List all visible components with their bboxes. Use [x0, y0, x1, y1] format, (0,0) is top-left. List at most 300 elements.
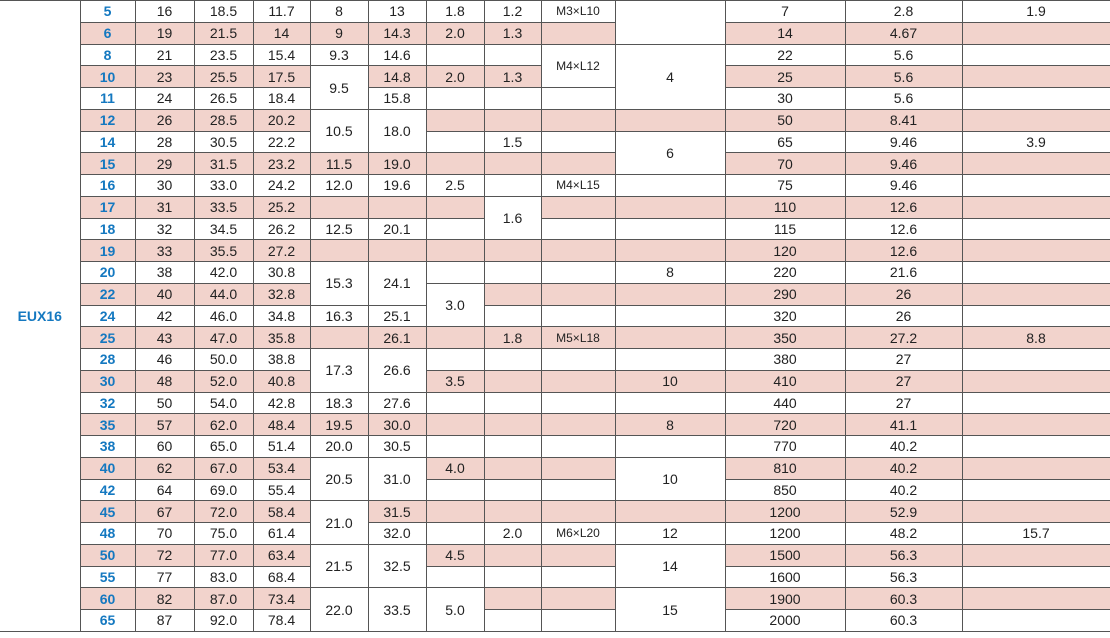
- table-cell: 34.8: [253, 305, 310, 327]
- table-cell: 22.2: [253, 131, 310, 153]
- table-cell: 3.9: [962, 131, 1110, 153]
- table-cell: [426, 218, 484, 240]
- table-cell: 9.46: [845, 175, 962, 197]
- table-cell: [615, 218, 725, 240]
- size-cell: 40: [80, 457, 135, 479]
- table-cell: 18.5: [194, 1, 253, 23]
- table-cell: 14.3: [368, 22, 426, 44]
- table-cell: 23.2: [253, 153, 310, 175]
- table-cell: [426, 327, 484, 349]
- table-row: [0, 196, 1110, 218]
- table-cell: [484, 392, 541, 414]
- table-cell: 9.3: [310, 44, 368, 66]
- table-cell: 850: [725, 479, 845, 501]
- table-cell: [310, 240, 368, 262]
- table-row: [0, 175, 1110, 197]
- table-cell: 5.6: [845, 66, 962, 88]
- table-cell: 27.2: [253, 240, 310, 262]
- table-cell: 67.0: [194, 457, 253, 479]
- size-cell: 16: [80, 175, 135, 197]
- table-cell: 115: [725, 218, 845, 240]
- table-cell: 77: [135, 566, 194, 588]
- table-cell: [541, 501, 615, 523]
- table-cell: 19: [135, 22, 194, 44]
- table-cell: [962, 588, 1110, 610]
- table-cell: 32.8: [253, 283, 310, 305]
- table-cell: 14: [253, 22, 310, 44]
- table-cell: [484, 305, 541, 327]
- size-cell: 25: [80, 327, 135, 349]
- table-cell: [484, 501, 541, 523]
- table-cell: 5.6: [845, 88, 962, 110]
- table-cell: [962, 88, 1110, 110]
- table-cell: 2.8: [845, 1, 962, 23]
- table-cell: [484, 88, 541, 110]
- table-cell: 25: [725, 66, 845, 88]
- table-cell: 75: [725, 175, 845, 197]
- table-cell: 22.0: [310, 588, 368, 632]
- table-cell: 2000: [725, 610, 845, 632]
- table-cell: [484, 153, 541, 175]
- table-cell: [615, 327, 725, 349]
- table-cell: M3×L10: [541, 1, 615, 23]
- table-cell: 10: [615, 457, 725, 501]
- table-cell: 2.5: [426, 175, 484, 197]
- table-cell: 61.4: [253, 523, 310, 545]
- table-cell: 19.0: [368, 153, 426, 175]
- table-cell: 38.8: [253, 349, 310, 371]
- table-cell: 9.46: [845, 153, 962, 175]
- table-cell: [541, 109, 615, 131]
- table-cell: 87: [135, 610, 194, 632]
- table-cell: 16.3: [310, 305, 368, 327]
- table-row: [0, 131, 1110, 153]
- table-cell: 42.8: [253, 392, 310, 414]
- table-row: [0, 305, 1110, 327]
- table-cell: [426, 44, 484, 66]
- table-cell: 52.9: [845, 501, 962, 523]
- table-cell: 47.0: [194, 327, 253, 349]
- table-cell: 18.4: [253, 88, 310, 110]
- table-cell: 67: [135, 501, 194, 523]
- table-cell: [368, 240, 426, 262]
- table-cell: 17.5: [253, 66, 310, 88]
- table-cell: 70: [725, 153, 845, 175]
- size-cell: 22: [80, 283, 135, 305]
- table-cell: 350: [725, 327, 845, 349]
- table-cell: 46: [135, 349, 194, 371]
- table-row: [0, 1, 1110, 23]
- size-cell: 28: [80, 349, 135, 371]
- table-cell: 77.0: [194, 544, 253, 566]
- table-cell: 26: [135, 109, 194, 131]
- table-cell: 8.41: [845, 109, 962, 131]
- table-cell: [426, 109, 484, 131]
- table-cell: 30.5: [368, 436, 426, 458]
- table-cell: 12.6: [845, 218, 962, 240]
- table-cell: [310, 196, 368, 218]
- size-cell: 17: [80, 196, 135, 218]
- table-cell: 65: [725, 131, 845, 153]
- table-cell: 72.0: [194, 501, 253, 523]
- table-row: [0, 349, 1110, 371]
- table-cell: [484, 262, 541, 284]
- table-row: [0, 283, 1110, 305]
- table-cell: 33.5: [368, 588, 426, 632]
- table-cell: [484, 414, 541, 436]
- table-cell: 1.2: [484, 1, 541, 23]
- table-row: [0, 109, 1110, 131]
- table-cell: 8: [310, 1, 368, 23]
- table-cell: 56.3: [845, 544, 962, 566]
- table-cell: 1.8: [426, 1, 484, 23]
- size-cell: 18: [80, 218, 135, 240]
- table-cell: [541, 588, 615, 610]
- table-cell: 14: [725, 22, 845, 44]
- table-cell: 3.0: [426, 283, 484, 327]
- table-cell: 29: [135, 153, 194, 175]
- size-cell: 19: [80, 240, 135, 262]
- table-cell: [962, 262, 1110, 284]
- table-cell: 25.2: [253, 196, 310, 218]
- table-cell: 42: [135, 305, 194, 327]
- table-cell: 23: [135, 66, 194, 88]
- table-cell: [962, 479, 1110, 501]
- table-cell: [484, 370, 541, 392]
- table-cell: 75.0: [194, 523, 253, 545]
- size-cell: 48: [80, 523, 135, 545]
- table-cell: 63.4: [253, 544, 310, 566]
- table-cell: [541, 414, 615, 436]
- table-cell: 50.0: [194, 349, 253, 371]
- table-cell: [426, 153, 484, 175]
- table-cell: 27.6: [368, 392, 426, 414]
- size-cell: 12: [80, 109, 135, 131]
- table-cell: 43: [135, 327, 194, 349]
- table-row: [0, 544, 1110, 566]
- table-cell: 1.5: [484, 131, 541, 153]
- table-cell: [426, 566, 484, 588]
- table-cell: 40.8: [253, 370, 310, 392]
- table-cell: [484, 240, 541, 262]
- table-cell: 51.4: [253, 436, 310, 458]
- table-row: [0, 88, 1110, 110]
- table-row: [0, 392, 1110, 414]
- table-cell: 8.8: [962, 327, 1110, 349]
- table-cell: 15.4: [253, 44, 310, 66]
- table-row: [0, 327, 1110, 349]
- size-cell: 42: [80, 479, 135, 501]
- table-cell: [484, 175, 541, 197]
- table-cell: [962, 349, 1110, 371]
- table-cell: 1.6: [484, 196, 541, 240]
- table-cell: 15.8: [368, 88, 426, 110]
- table-cell: 25.1: [368, 305, 426, 327]
- table-cell: [615, 349, 725, 371]
- table-cell: [368, 196, 426, 218]
- table-cell: [426, 414, 484, 436]
- table-cell: 26.2: [253, 218, 310, 240]
- table-cell: 21.0: [310, 501, 368, 545]
- table-cell: [962, 153, 1110, 175]
- table-cell: 3.5: [426, 370, 484, 392]
- table-cell: [541, 370, 615, 392]
- table-cell: [962, 22, 1110, 44]
- table-cell: [426, 88, 484, 110]
- table-cell: 30: [725, 88, 845, 110]
- table-cell: 8: [615, 262, 725, 284]
- table-cell: 1.9: [962, 1, 1110, 23]
- table-cell: 20.5: [310, 457, 368, 501]
- table-cell: 27: [845, 392, 962, 414]
- table-cell: 4.0: [426, 457, 484, 479]
- table-cell: 21.5: [310, 544, 368, 588]
- table-cell: [541, 610, 615, 632]
- table-cell: 24.2: [253, 175, 310, 197]
- table-cell: 30.0: [368, 414, 426, 436]
- table-cell: 82: [135, 588, 194, 610]
- table-cell: 83.0: [194, 566, 253, 588]
- table-cell: 1.8: [484, 327, 541, 349]
- size-cell: 50: [80, 544, 135, 566]
- table-cell: [426, 479, 484, 501]
- table-cell: [426, 501, 484, 523]
- table-cell: 31: [135, 196, 194, 218]
- size-cell: 60: [80, 588, 135, 610]
- table-cell: 48: [135, 370, 194, 392]
- table-cell: [962, 175, 1110, 197]
- table-cell: [541, 283, 615, 305]
- table-cell: 62.0: [194, 414, 253, 436]
- table-cell: [962, 414, 1110, 436]
- table-cell: 1.3: [484, 22, 541, 44]
- table-cell: [541, 479, 615, 501]
- size-cell: 65: [80, 610, 135, 632]
- table-cell: [615, 1, 725, 45]
- table-row: [0, 262, 1110, 284]
- size-cell: 6: [80, 22, 135, 44]
- table-cell: 2.0: [426, 22, 484, 44]
- table-cell: [484, 283, 541, 305]
- table-cell: 38: [135, 262, 194, 284]
- table-cell: 8: [615, 414, 725, 436]
- table-cell: 28: [135, 131, 194, 153]
- table-cell: 12.6: [845, 240, 962, 262]
- table-cell: 69.0: [194, 479, 253, 501]
- table-cell: [426, 240, 484, 262]
- table-cell: 720: [725, 414, 845, 436]
- table-cell: 87.0: [194, 588, 253, 610]
- table-cell: 48.4: [253, 414, 310, 436]
- table-cell: [541, 457, 615, 479]
- table-row: [0, 240, 1110, 262]
- table-cell: [484, 109, 541, 131]
- table-cell: 770: [725, 436, 845, 458]
- table-cell: [426, 436, 484, 458]
- size-cell: 5: [80, 1, 135, 23]
- table-row: [0, 370, 1110, 392]
- table-row: [0, 457, 1110, 479]
- table-cell: [541, 88, 615, 110]
- size-cell: 45: [80, 501, 135, 523]
- table-cell: 19.5: [310, 414, 368, 436]
- size-cell: 15: [80, 153, 135, 175]
- table-cell: 9.46: [845, 131, 962, 153]
- table-cell: [962, 283, 1110, 305]
- table-cell: [615, 196, 725, 218]
- table-cell: 42.0: [194, 262, 253, 284]
- table-cell: [541, 262, 615, 284]
- table-cell: 28.5: [194, 109, 253, 131]
- table-cell: 60: [135, 436, 194, 458]
- table-cell: 26.1: [368, 327, 426, 349]
- table-cell: [615, 109, 725, 131]
- table-cell: [484, 349, 541, 371]
- table-cell: 40.2: [845, 457, 962, 479]
- table-row: [0, 414, 1110, 436]
- table-cell: M4×L15: [541, 175, 615, 197]
- table-cell: [962, 66, 1110, 88]
- table-cell: 810: [725, 457, 845, 479]
- table-cell: [541, 436, 615, 458]
- table-row: [0, 588, 1110, 610]
- table-cell: [541, 305, 615, 327]
- table-cell: 32.0: [368, 523, 426, 545]
- table-cell: [541, 153, 615, 175]
- size-cell: 8: [80, 44, 135, 66]
- table-cell: [541, 566, 615, 588]
- table-cell: 14.8: [368, 66, 426, 88]
- table-cell: 14.6: [368, 44, 426, 66]
- table-cell: 17.3: [310, 349, 368, 393]
- table-cell: [541, 196, 615, 218]
- table-cell: [615, 175, 725, 197]
- table-cell: [615, 501, 725, 523]
- table-cell: 11.7: [253, 1, 310, 23]
- model-label: EUX16: [0, 1, 80, 632]
- table-cell: 31.5: [368, 501, 426, 523]
- table-cell: 62: [135, 457, 194, 479]
- table-cell: 33: [135, 240, 194, 262]
- table-cell: 7: [725, 1, 845, 23]
- table-cell: M6×L20: [541, 523, 615, 545]
- table-cell: 40.2: [845, 436, 962, 458]
- table-cell: 15: [615, 588, 725, 632]
- table-cell: 1600: [725, 566, 845, 588]
- table-cell: 6: [615, 131, 725, 175]
- table-cell: 4: [615, 44, 725, 109]
- table-cell: 54.0: [194, 392, 253, 414]
- table-cell: [484, 566, 541, 588]
- table-cell: 110: [725, 196, 845, 218]
- table-cell: 15.3: [310, 262, 368, 306]
- table-cell: [310, 327, 368, 349]
- table-cell: 440: [725, 392, 845, 414]
- table-cell: [962, 196, 1110, 218]
- table-cell: 1900: [725, 588, 845, 610]
- table-cell: 31.0: [368, 457, 426, 501]
- table-cell: 92.0: [194, 610, 253, 632]
- table-cell: 23.5: [194, 44, 253, 66]
- table-cell: 9.5: [310, 66, 368, 110]
- table-cell: [426, 349, 484, 371]
- table-row: [0, 22, 1110, 44]
- table-row: [0, 153, 1110, 175]
- table-cell: 26: [845, 283, 962, 305]
- table-cell: [426, 523, 484, 545]
- table-cell: [426, 392, 484, 414]
- table-row: [0, 523, 1110, 545]
- table-cell: 72: [135, 544, 194, 566]
- table-cell: [962, 436, 1110, 458]
- table-cell: 58.4: [253, 501, 310, 523]
- table-cell: 290: [725, 283, 845, 305]
- size-cell: 20: [80, 262, 135, 284]
- table-cell: [426, 262, 484, 284]
- table-cell: [484, 588, 541, 610]
- table-cell: 1.3: [484, 66, 541, 88]
- table-cell: [615, 392, 725, 414]
- table-cell: [426, 131, 484, 153]
- table-cell: 27: [845, 370, 962, 392]
- table-cell: 32: [135, 218, 194, 240]
- table-cell: [484, 436, 541, 458]
- table-cell: 120: [725, 240, 845, 262]
- table-cell: [962, 392, 1110, 414]
- table-cell: 68.4: [253, 566, 310, 588]
- table-cell: [426, 196, 484, 218]
- table-cell: 34.5: [194, 218, 253, 240]
- table-cell: 30.5: [194, 131, 253, 153]
- table-cell: 35.5: [194, 240, 253, 262]
- size-cell: 11: [80, 88, 135, 110]
- table-cell: 14: [615, 544, 725, 588]
- table-row: [0, 218, 1110, 240]
- table-cell: [615, 305, 725, 327]
- table-cell: 30: [135, 175, 194, 197]
- table-cell: [962, 370, 1110, 392]
- table-cell: 18.3: [310, 392, 368, 414]
- table-cell: 12.0: [310, 175, 368, 197]
- table-cell: [962, 501, 1110, 523]
- table-cell: 60.3: [845, 588, 962, 610]
- table-cell: 65.0: [194, 436, 253, 458]
- table-cell: 16: [135, 1, 194, 23]
- table-cell: 26: [845, 305, 962, 327]
- table-cell: [962, 240, 1110, 262]
- table-cell: [962, 610, 1110, 632]
- table-cell: [541, 218, 615, 240]
- table-cell: 53.4: [253, 457, 310, 479]
- table-cell: 380: [725, 349, 845, 371]
- table-cell: 12: [615, 523, 725, 545]
- table-cell: 56.3: [845, 566, 962, 588]
- size-cell: 30: [80, 370, 135, 392]
- table-cell: 1200: [725, 523, 845, 545]
- table-cell: 22: [725, 44, 845, 66]
- table-cell: [484, 44, 541, 66]
- table-cell: 50: [725, 109, 845, 131]
- table-cell: 26.6: [368, 349, 426, 393]
- table-cell: M4×L12: [541, 44, 615, 88]
- table-cell: 57: [135, 414, 194, 436]
- table-cell: 26.5: [194, 88, 253, 110]
- table-cell: 9: [310, 22, 368, 44]
- table-cell: [484, 457, 541, 479]
- table-cell: 15.7: [962, 523, 1110, 545]
- table-cell: 25.5: [194, 66, 253, 88]
- size-cell: 10: [80, 66, 135, 88]
